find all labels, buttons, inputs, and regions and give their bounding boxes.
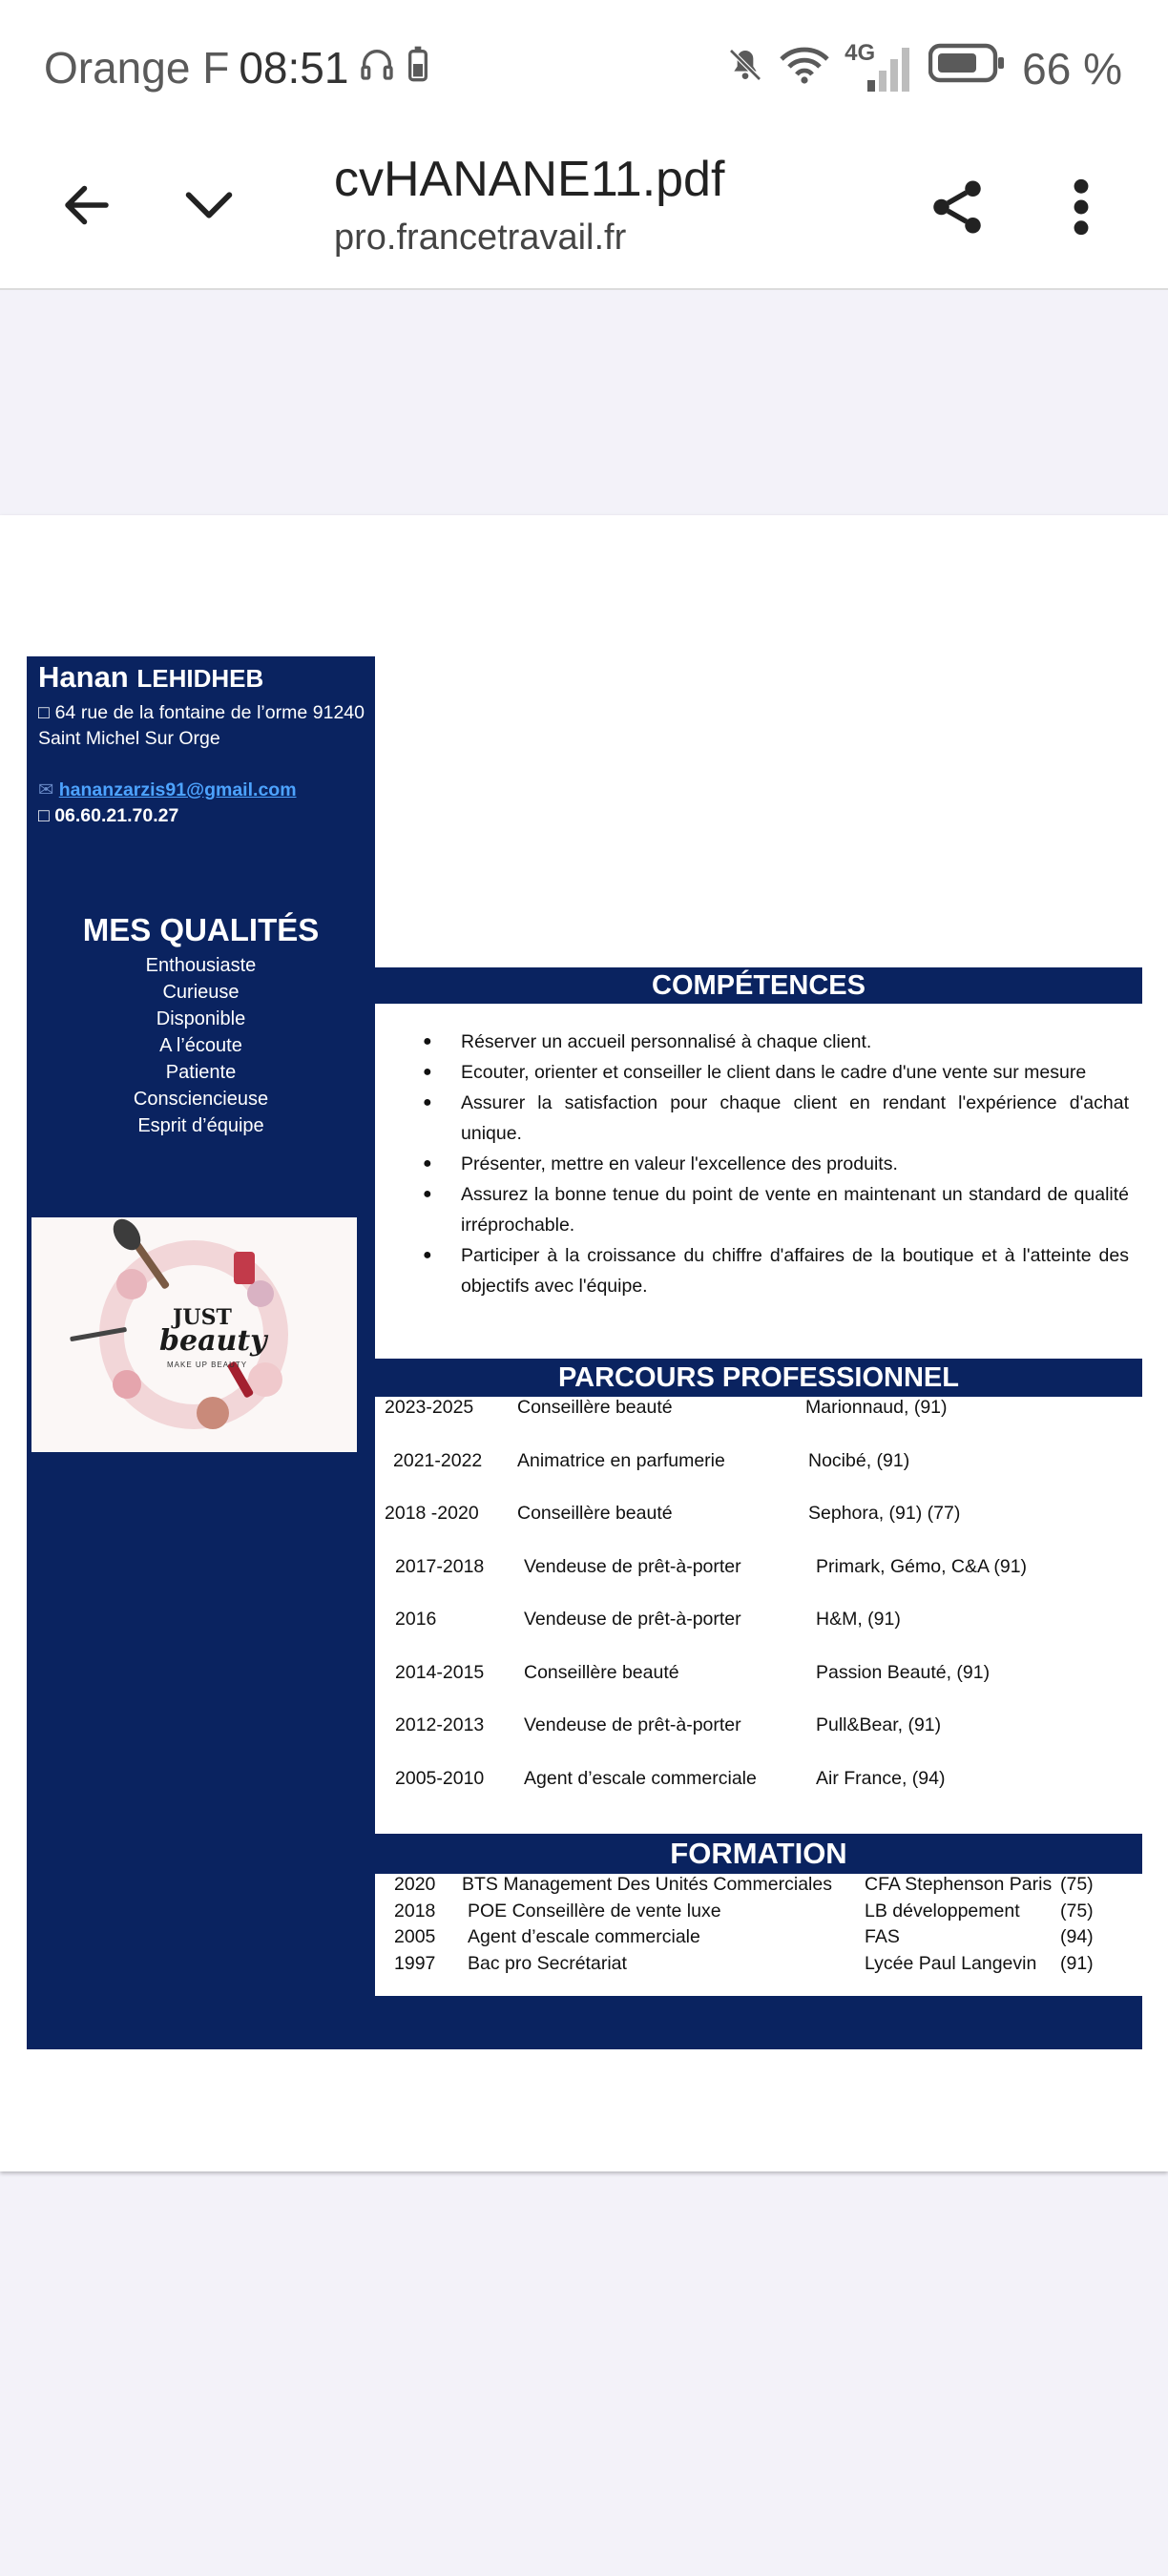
beauty-text-2: beauty	[159, 1324, 267, 1358]
beauty-illustration	[31, 1217, 357, 1452]
cv-name: Hanan LEHIDHEB	[38, 660, 264, 694]
document-title: cvHANANE11.pdf	[334, 152, 725, 207]
competence-item: ● Participer à la croissance du chiffre d'affaires de la boutique et à l'atteinte des objectifs avec l'équipe.	[423, 1240, 1129, 1301]
formation-dept: (91)	[1060, 1953, 1094, 1974]
formation-year: 2018	[394, 1901, 436, 1922]
job-company: Nocibé, (91)	[808, 1450, 910, 1471]
job-company: Air France, (94)	[816, 1768, 946, 1789]
battery-icon	[928, 42, 1007, 94]
quality-item: Enthousiaste	[145, 955, 257, 976]
competences-heading: COMPÉTENCES	[375, 967, 1142, 1004]
formation-dept: (75)	[1060, 1901, 1094, 1922]
job-years: 2005-2010	[395, 1768, 485, 1789]
quality-item: Disponible	[156, 1008, 246, 1029]
job-role: Vendeuse de prêt-à-porter	[524, 1556, 741, 1577]
job-company: Sephora, (91) (77)	[808, 1503, 961, 1524]
formation-dept: (75)	[1060, 1874, 1094, 1895]
job-role: Agent d’escale commerciale	[524, 1768, 757, 1789]
cv-phone: □ 06.60.21.70.27	[38, 805, 179, 826]
cv-document	[27, 656, 1142, 2049]
job-years: 2014-2015	[395, 1662, 485, 1683]
carrier-label: Orange F	[44, 43, 230, 93]
chevron-down-icon[interactable]	[177, 174, 240, 237]
formation-year: 2005	[394, 1926, 436, 1947]
competences-section	[375, 1004, 1142, 1359]
job-company: Primark, Gémo, C&A (91)	[816, 1556, 1028, 1577]
quality-item: Patiente	[165, 1062, 237, 1083]
quality-item: A l’écoute	[159, 1035, 242, 1056]
beauty-text-3: MAKE UP BEAUTY	[167, 1361, 248, 1369]
formation-year: 1997	[394, 1953, 436, 1974]
notifications-off-icon	[726, 43, 764, 94]
job-company: Pull&Bear, (91)	[816, 1714, 942, 1735]
signal-icon: 4G	[845, 46, 913, 92]
email-icon: ✉	[38, 779, 54, 800]
beauty-text-1: JUST	[173, 1305, 232, 1330]
job-role: Vendeuse de prêt-à-porter	[524, 1714, 741, 1735]
formation-title: BTS Management Des Unités Commerciales	[462, 1874, 832, 1895]
formation-dept: (94)	[1060, 1926, 1094, 1947]
qualities-list	[27, 952, 375, 1139]
battery-percent: 66 %	[1022, 43, 1122, 93]
pdf-viewer[interactable]	[0, 292, 1168, 2576]
formation-title: Bac pro Secrétariat	[468, 1953, 627, 1974]
formation-section	[375, 1874, 1142, 1996]
competence-item: ● Réserver un accueil personnalisé à chaque client.	[423, 1027, 1129, 1057]
cv-left-column	[27, 656, 375, 2049]
quality-item: Esprit d’équipe	[137, 1115, 264, 1136]
competences-list	[423, 1027, 1129, 1301]
formation-school: LB développement	[865, 1901, 1020, 1922]
share-icon[interactable]	[922, 172, 992, 242]
job-role: Conseillère beauté	[517, 1397, 673, 1418]
app-bar	[0, 134, 1168, 290]
job-role: Vendeuse de prêt-à-porter	[524, 1609, 741, 1630]
job-company: H&M, (91)	[816, 1609, 901, 1630]
wifi-icon	[780, 43, 829, 94]
job-company: Passion Beauté, (91)	[816, 1662, 991, 1683]
cv-address: □ 64 rue de la fontaine de l’orme 91240 Saint Michel Sur Orge	[38, 702, 365, 749]
job-years: 2012-2013	[395, 1714, 485, 1735]
formation-school: CFA Stephenson Paris	[865, 1874, 1053, 1895]
formation-school: FAS	[865, 1926, 900, 1947]
job-role: Conseillère beauté	[517, 1503, 673, 1524]
cv-email	[38, 779, 297, 801]
job-role: Animatrice en parfumerie	[517, 1450, 725, 1471]
job-years: 2018 -2020	[385, 1503, 479, 1524]
job-years: 2021-2022	[393, 1450, 483, 1471]
status-right	[726, 39, 1122, 94]
quality-item: Curieuse	[162, 982, 240, 1003]
parcours-heading: PARCOURS PROFESSIONNEL	[375, 1359, 1142, 1397]
back-arrow-icon[interactable]	[55, 174, 118, 237]
battery-saver-icon	[406, 42, 430, 93]
job-years: 2023-2025	[385, 1397, 474, 1418]
qualities-heading: MES QUALITÉS	[82, 912, 320, 947]
pdf-page	[0, 515, 1168, 2171]
parcours-section	[375, 1397, 1142, 1834]
job-role: Conseillère beauté	[524, 1662, 679, 1683]
job-years: 2016	[395, 1609, 437, 1630]
competence-item: ● Assurez la bonne tenue du point de vente en maintenant un standard de qualité irréprochable.	[423, 1179, 1129, 1240]
status-bar	[0, 0, 1168, 134]
quality-item: Consciencieuse	[133, 1089, 269, 1110]
email-link[interactable]: hananzarzis91@gmail.com	[58, 779, 297, 800]
headphones-icon	[358, 42, 396, 93]
more-vert-icon[interactable]	[1050, 172, 1113, 242]
document-source: pro.francetravail.fr	[334, 218, 627, 258]
status-left	[44, 42, 430, 93]
formation-title: POE Conseillère de vente luxe	[468, 1901, 721, 1922]
formation-heading: FORMATION	[375, 1834, 1142, 1874]
competence-item: ● Présenter, mettre en valeur l'excellence des produits.	[423, 1149, 1129, 1179]
competence-item: ● Assurer la satisfaction pour chaque client en rendant l'expérience d'achat unique.	[423, 1088, 1129, 1149]
formation-year: 2020	[394, 1874, 436, 1895]
clock: 08:51	[239, 43, 349, 93]
competence-item: ● Ecouter, orienter et conseiller le client dans le cadre d'une vente sur mesure	[423, 1057, 1129, 1088]
job-company: Marionnaud, (91)	[805, 1397, 948, 1418]
job-years: 2017-2018	[395, 1556, 485, 1577]
formation-title: Agent d’escale commerciale	[468, 1926, 700, 1947]
formation-school: Lycée Paul Langevin	[865, 1953, 1037, 1974]
